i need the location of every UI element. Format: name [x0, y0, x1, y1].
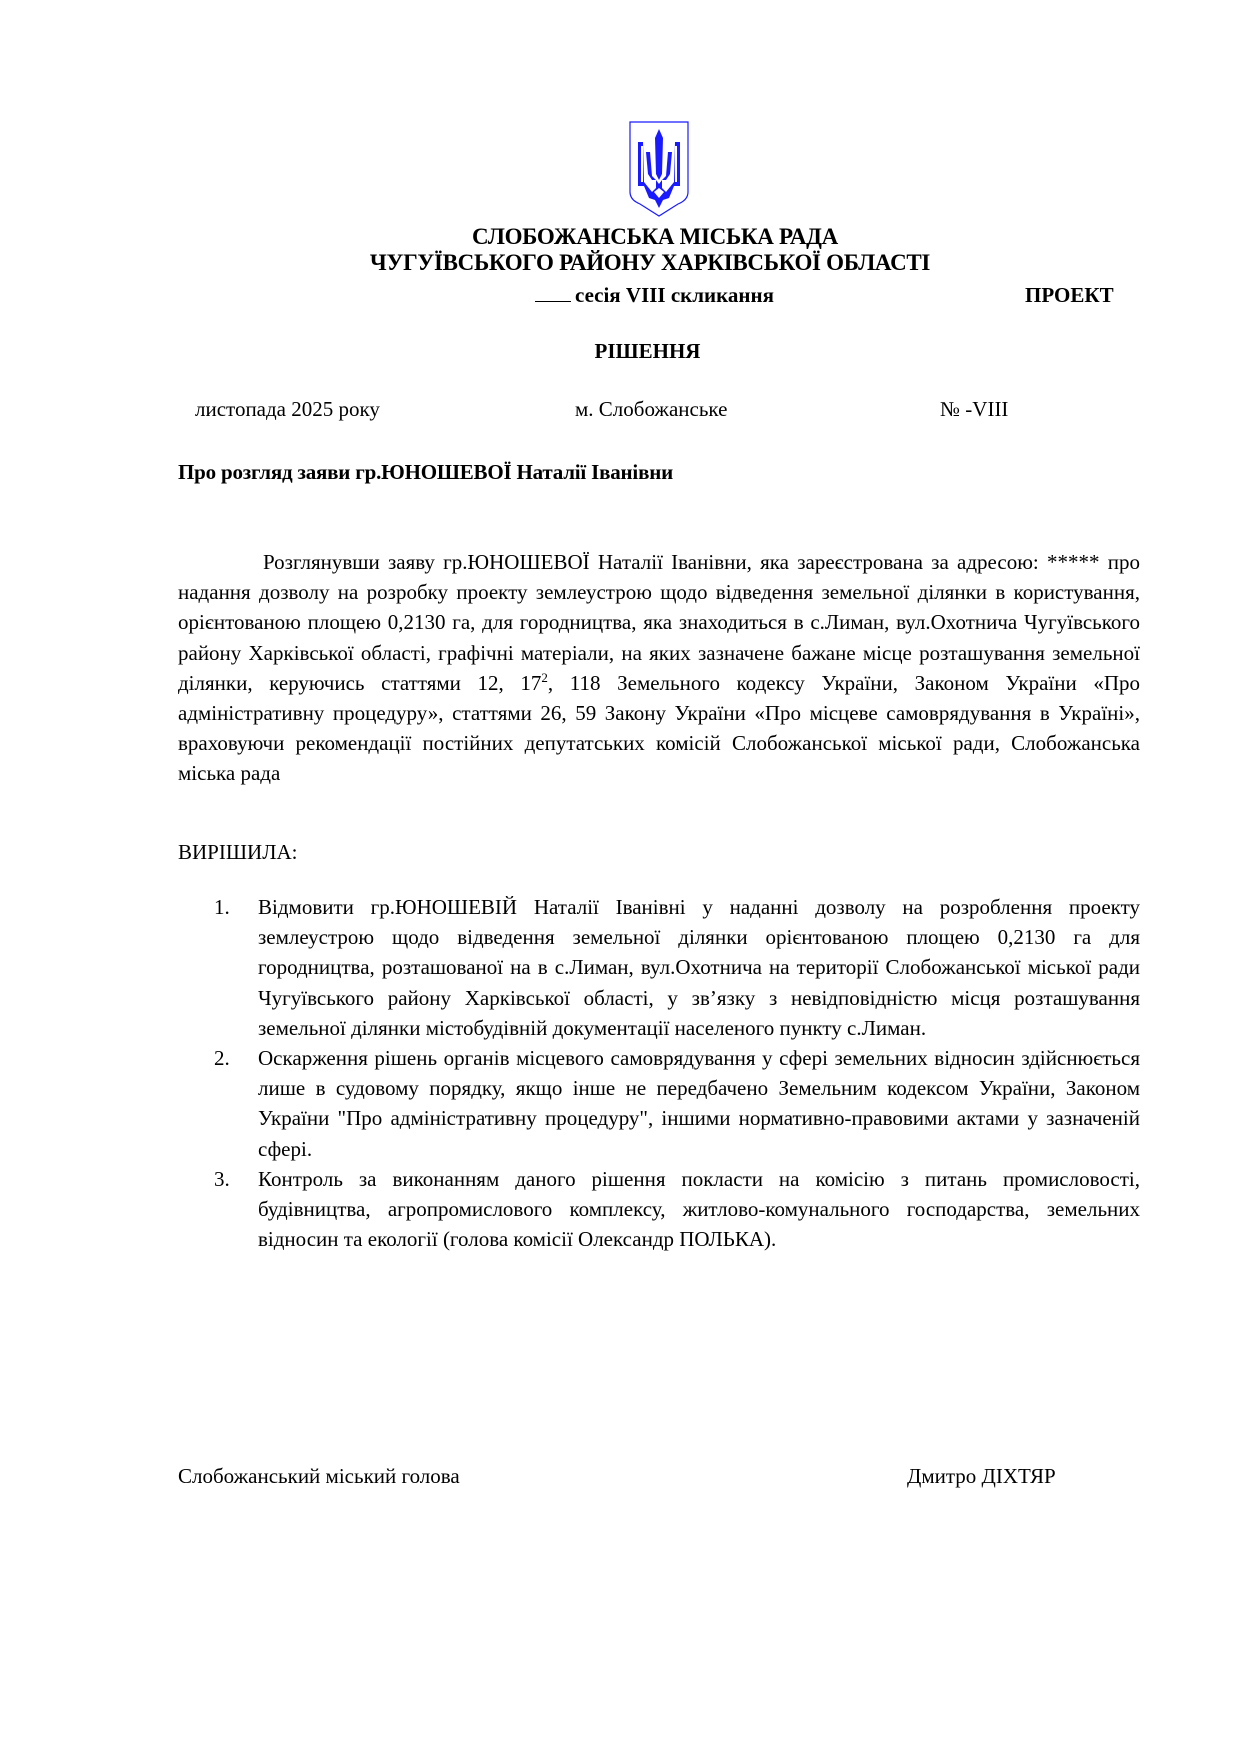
- project-label: ПРОЕКТ: [1025, 283, 1114, 307]
- decision-item-text: Відмовити гр.ЮНОШЕВІЙ Наталії Іванівні у наданні дозволу на розроблення проекту землеустрою щодо відведення земельної ділянки орієнтованою площею 0,2130 га для городництва, розташованої на в с.Лиман, вул.Охотнича на території Слобожанської міської ради Чугуївського району Харківської області, у зв’язку з невідповідністю місця розташування земельної ділянки містобудівній документації населеного пункту с.Лиман.: [258, 895, 1140, 1040]
- decision-subject: Про розгляд заяви гр.ЮНОШЕВОЇ Наталії Іванівни: [178, 460, 674, 484]
- signatory-name: Дмитро ДІХТЯР: [907, 1464, 1056, 1488]
- document-title: РІШЕННЯ: [594, 339, 701, 363]
- decision-item: [178, 1043, 1140, 1164]
- decision-items-list: [178, 892, 1140, 1254]
- decision-item-text: Оскарження рішень органів місцевого самоврядування у сфері земельних відносин здійснюється лише в судовому порядку, якщо інше не передбачено Земельним кодексом України, Законом України "Про адміністративну процедуру", іншими нормативно-правовими актами у зазначеній сфері.: [258, 1046, 1140, 1161]
- decision-item-number: 2.: [214, 1046, 230, 1071]
- preamble-text-part2: , 118 Земельного кодексу України, Законом України «Про адміністративну процедуру», статтями 26, 59 Закону України «Про місцеве самоврядування в Україні», враховуючи рекомендації постійних депутатських комісій Слобожанської міської ради, Слобожанська міська рада: [178, 670, 1140, 786]
- signatory-position: Слобожанський міський голова: [178, 1464, 460, 1488]
- council-name: СЛОБОЖАНСЬКА МІСЬКА РАДА: [472, 224, 838, 249]
- session-label: сесія VIII скликання: [575, 283, 774, 307]
- decision-number: № -VIII: [940, 397, 1009, 421]
- decision-item-text: Контроль за виконанням даного рішення покласти на комісію з питань промисловості, будівництва, агропромислового комплексу, житлово-комунального господарства, земельних відносин та екології (голова комісії Олександр ПОЛЬКА).: [258, 1166, 1140, 1252]
- session-line: [535, 283, 774, 308]
- ukraine-coat-of-arms-icon: [628, 120, 690, 218]
- decision-item-number: 1.: [214, 895, 230, 919]
- resolved-label: ВИРІШИЛА:: [178, 840, 298, 864]
- session-number-blank: [535, 283, 571, 302]
- district-region-name: ЧУГУЇВСЬКОГО РАЙОНУ ХАРКІВСЬКОЇ ОБЛАСТІ: [369, 250, 931, 275]
- decision-date: листопада 2025 року: [195, 397, 380, 421]
- preamble-superscript: 2: [541, 669, 548, 685]
- decision-item-number: 3.: [214, 1166, 230, 1191]
- decision-item: [178, 892, 1140, 1043]
- preamble-paragraph: [178, 547, 1140, 789]
- preamble-text-part1: Розглянувши заяву гр.ЮНОШЕВОЇ Наталії Іванівни, яка зареєстрована за адресою: ***** про надання дозволу на розробку проекту землеустрою щодо відведення земельної ділянки в користування, орієнтованою площею 0,2130 га, для городництва, яка знаходиться в с.Лиман, вул.Охотнича Чугуївського району Харківської області, графічні матеріали, на яких зазначене бажане місце розташування земельної ділянки, керуючись статтями 12, 17: [178, 550, 1140, 695]
- decision-place: м. Слобожанське: [575, 397, 728, 421]
- decision-item: [178, 1164, 1140, 1255]
